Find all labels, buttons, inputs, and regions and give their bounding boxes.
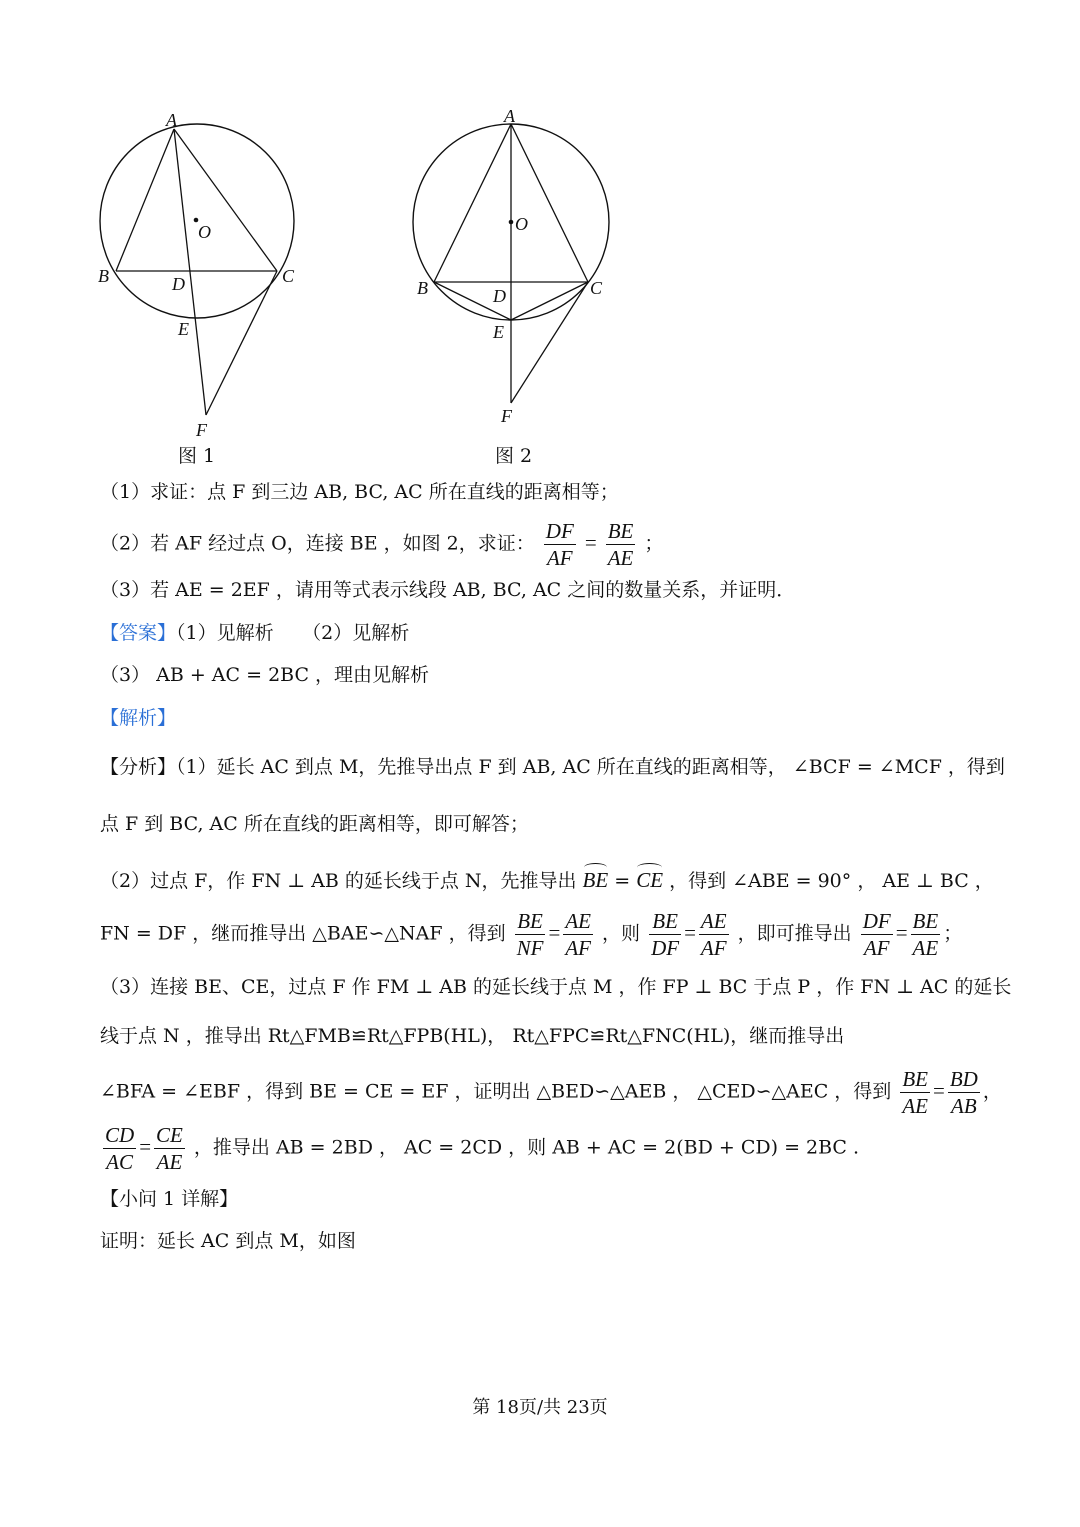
question-2-text: （2）若 AF 经过点 O，连接 BE ，如图 2，求证：	[100, 532, 535, 555]
segment-ab	[434, 124, 511, 282]
fraction: $\frac{AE}{AF}$	[700, 909, 727, 960]
center-point	[509, 220, 514, 225]
analysis-line-4: FN = DF ，继而推导出 △BAE∽△NAF ，得到 $\frac{BE}{NF}$ = $\frac{AE}{AF}$ ，则 $\frac{BE}{DF}$ = $\frac{AE}{AF}$ ，即可推导出 $\frac{DF}{AF}$ = $\frac{BE}{AE}$ ；	[100, 909, 963, 960]
analysis-tag: 【解析】	[100, 707, 177, 729]
analysis-line-2: 点 F 到 BC, AC 所在直线的距离相等，即可解答；	[100, 813, 529, 835]
answer-tag: 【答案】	[100, 622, 177, 644]
fraction: $\frac{BD}{AB}$	[949, 1067, 978, 1118]
analysis-line-1: 【分析】（1）延长 AC 到点 M，先推导出点 F 到 AB, AC 所在直线的距离相等， ∠BCF = ∠MCF ，得到	[100, 756, 1005, 778]
label-a: A	[166, 110, 177, 130]
page-footer: 第 18页/共 23页	[472, 1397, 608, 1418]
label-c: C	[590, 278, 603, 298]
figure-2	[405, 106, 625, 426]
label-f: F	[196, 420, 207, 440]
answer-line-1: 【答案】（1）见解析 （2）见解析	[100, 622, 410, 644]
question-2: （2）若 AF 经过点 O，连接 BE ，如图 2，求证： $\frac{DF}{AF}$ = $\frac{BE}{AE}$ ；	[100, 519, 664, 570]
analysis-line-8: $\frac{CD}{AC}$ = $\frac{CE}{AE}$ ，推导出 AB = 2BD ， AC = 2CD ，则 AB + AC = 2(BD + CD) = 2BC .	[105, 1123, 860, 1174]
fraction: $\frac{BE}{AE}$	[912, 909, 939, 960]
label-d: D	[493, 286, 506, 306]
sub-question-1-tag: 【小问 1 详解】	[100, 1188, 239, 1210]
fraction: $\frac{DF}{AF}$	[862, 909, 891, 960]
label-d: D	[172, 274, 185, 294]
label-e: E	[178, 319, 189, 339]
fraction: $\frac{CD}{AC}$	[105, 1123, 135, 1174]
label-f: F	[501, 406, 512, 426]
fraction: $\frac{BE}{NF}$	[516, 909, 544, 960]
segment-ac	[511, 124, 588, 282]
fraction: $\frac{BE}{AE}$	[607, 519, 634, 570]
label-o: O	[515, 214, 528, 234]
arc-ce: CE	[636, 868, 664, 892]
analysis-line-3: （2）过点 F，作 FN ⊥ AB 的延长线于点 N，先推导出 BE = CE ，得到 ∠ABE = 90° ， AE ⊥ BC ，	[100, 868, 994, 892]
figure-2-caption: 图 2	[495, 445, 533, 467]
label-e: E	[493, 322, 504, 342]
segment-af	[174, 129, 206, 415]
segment-cf	[511, 282, 588, 403]
arc-be: BE	[582, 868, 609, 892]
figure-1	[90, 108, 310, 443]
fraction: $\frac{BE}{AE}$	[902, 1067, 929, 1118]
analysis-line-6: 线于点 N ，推导出 Rt△FMB≌Rt△FPB(HL)， Rt△FPC≌Rt△FNC(HL)，继而推导出	[100, 1025, 845, 1047]
question-1: （1）求证：点 F 到三边 AB, BC, AC 所在直线的距离相等；	[100, 481, 619, 503]
analysis-line-5: （3）连接 BE、CE，过点 F 作 FM ⊥ AB 的延长线于点 M ，作 FP ⊥ BC 于点 P ，作 FN ⊥ AC 的延长	[100, 976, 1012, 998]
fraction: $\frac{DF}{AF}$	[545, 519, 574, 570]
fraction: $\frac{BE}{DF}$	[651, 909, 680, 960]
figure-1-caption: 图 1	[178, 445, 216, 467]
fraction: $\frac{AE}{AF}$	[565, 909, 591, 960]
segment-ac	[174, 129, 277, 271]
fraction: $\frac{CE}{AE}$	[156, 1123, 183, 1174]
label-a: A	[504, 106, 515, 126]
segment-ab	[116, 129, 174, 271]
label-b: B	[417, 278, 428, 298]
answer-line-2: （3） AB + AC = 2BC ，理由见解析	[100, 664, 430, 686]
analysis-line-7: ∠BFA = ∠EBF ，得到 BE = CE = EF ，证明出 △BED∽△AEB ， △CED∽△AEC ，得到 $\frac{BE}{AE}$ = $\frac{BD}{AB}$ ，	[100, 1067, 1002, 1118]
segment-cf	[206, 271, 277, 415]
label-o: O	[198, 222, 211, 242]
proof-start: 证明：延长 AC 到点 M，如图	[100, 1230, 356, 1252]
label-b: B	[98, 266, 109, 286]
question-3: （3）若 AE = 2EF ，请用等式表示线段 AB, BC, AC 之间的数量关系，并证明．	[100, 579, 796, 601]
label-c: C	[282, 266, 295, 286]
